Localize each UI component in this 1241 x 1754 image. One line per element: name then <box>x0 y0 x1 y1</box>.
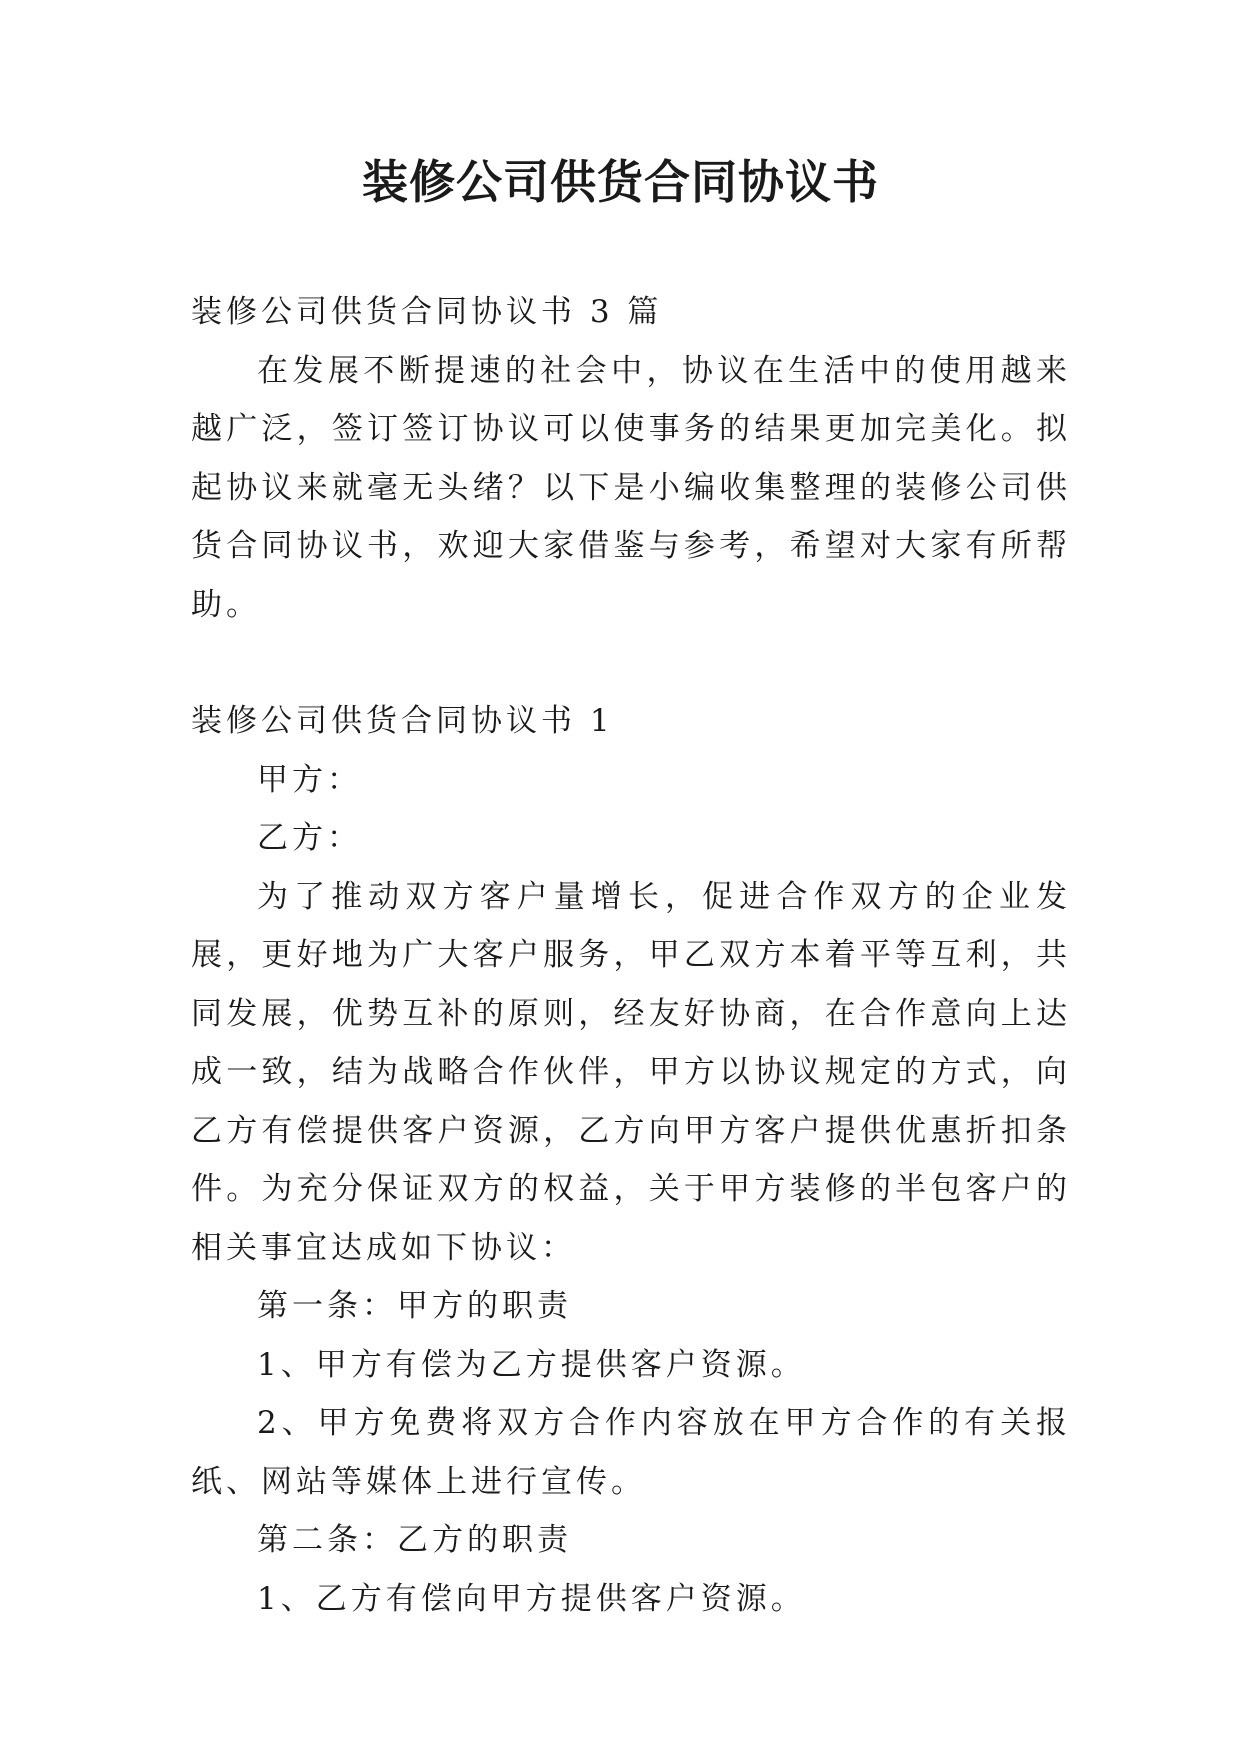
party-a-line: 甲方： <box>257 761 362 798</box>
article-1-heading: 第一条：甲方的职责 <box>257 1288 572 1324</box>
document-title: 装修公司供货合同协议书 <box>362 155 879 209</box>
party-b-line: 乙方： <box>257 820 362 856</box>
subtitle: 装修公司供货合同协议书 3 篇 <box>191 294 663 330</box>
section-heading: 装修公司供货合同协议书 1 <box>191 703 614 739</box>
article-2-heading: 第二条：乙方的职责 <box>257 1522 572 1558</box>
intro-paragraph: 在发展不断提速的社会中，协议在生活中的使用越来越广泛，签订签订协议可以使事务的结果更加完美化。拟起协议来就毫无头绪？以下是小编收集整理的装修公司供货合同协议书，欢迎大家借鉴与参考，希望对大家有所帮助。 <box>191 352 1071 623</box>
document-body <box>191 283 1071 1628</box>
preamble-paragraph: 为了推动双方客户量增长，促进合作双方的企业发展，更好地为广大客户服务，甲乙双方本着平等互利，共同发展，优势互补的原则，经友好协商，在合作意向上达成一致，结为战略合作伙伴，甲方以协议规定的方式，向乙方有偿提供客户资源，乙方向甲方客户提供优惠折扣条件。为充分保证双方的权益，关于甲方装修的半包客户的相关事宜达成如下协议： <box>191 878 1071 1266</box>
spacer <box>191 634 1071 692</box>
article-2-item-1: 1、乙方有偿向甲方提供客户资源。 <box>257 1580 806 1617</box>
article-1-item-1: 1、甲方有偿为乙方提供客户资源。 <box>257 1346 806 1383</box>
article-1-item-2: 2、甲方免费将双方合作内容放在甲方合作的有关报纸、网站等媒体上进行宣传。 <box>191 1405 1071 1500</box>
